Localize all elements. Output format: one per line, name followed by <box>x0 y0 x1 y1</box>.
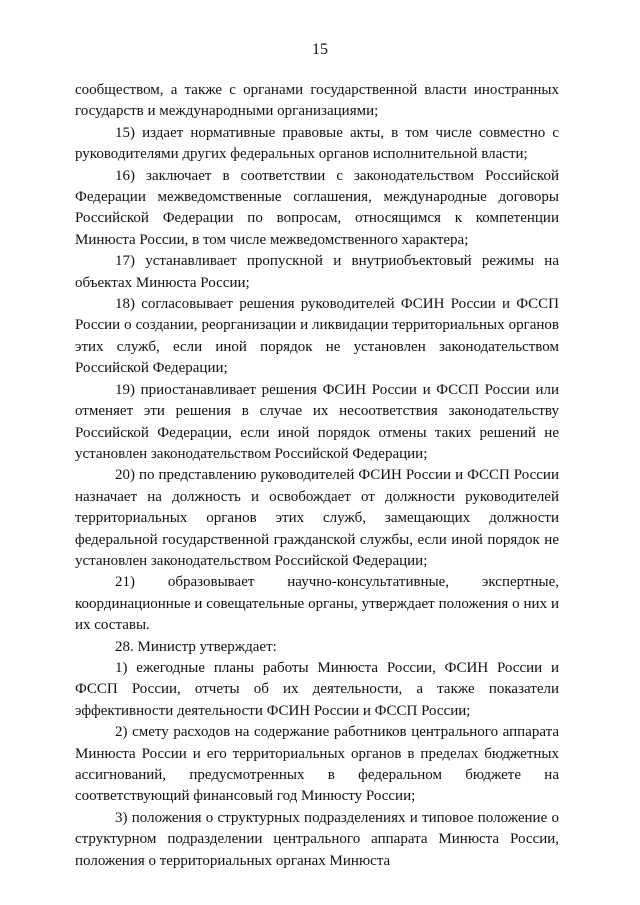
paragraph-item-15: 15) издает нормативные правовые акты, в том числе совместно с руководителями других федеральных органов исполнительной власти; <box>75 124 559 163</box>
paragraph-subitem-1: 1) ежегодные планы работы Минюста России, ФСИН России и ФССП России, отчеты об их деятельности, а также показатели эффективности деятельности ФСИН России и ФССП России; <box>75 659 559 719</box>
document-body <box>75 80 559 872</box>
paragraph-subitem-3: 3) положения о структурных подразделениях и типовое положение о структурном подразделении центрального аппарата Минюста России, положения о территориальных органах Минюста <box>75 809 559 869</box>
paragraph-item-16: 16) заключает в соответствии с законодательством Российской Федерации межведомственные соглашения, международные договоры Российской Федерации по вопросам, относящимся к компетенции Минюста России, в том числе межведомственного характера; <box>75 167 559 248</box>
paragraph-item-20: 20) по представлению руководителей ФСИН России и ФССП России назначает на должность и освобождает от должности руководителей территориальных органов этих служб, замещающих должности федеральной государственной гражданской службы, если иной порядок не установлен законодательством Российской Федерации; <box>75 467 559 569</box>
paragraph-item-21: 21) образовывает научно-консультативные, экспертные, координационные и совещательные органы, утверждает положения о них и их составы. <box>75 574 559 634</box>
paragraph-continuation: сообществом, а также с органами государственной власти иностранных государств и международными организациями; <box>75 82 559 120</box>
section-heading-28: 28. Министр утверждает: <box>115 638 277 655</box>
paragraph-subitem-2: 2) смету расходов на содержание работников центрального аппарата Минюста России и его территориальных органов в пределах бюджетных ассигнований, предусмотренных в федеральном бюджете на соответствующий финансовый год Минюсту России; <box>75 724 559 805</box>
paragraph-item-18: 18) согласовывает решения руководителей ФСИН России и ФССП России о создании, реорганизации и ликвидации территориальных органов этих служб, если иной порядок не установлен законодательством Российской Федерации; <box>75 296 559 377</box>
page-number: 15 <box>312 41 328 58</box>
paragraph-item-17: 17) устанавливает пропускной и внутриобъектовый режимы на объектах Минюста России; <box>75 253 559 291</box>
paragraph-item-19: 19) приостанавливает решения ФСИН России и ФССП России или отменяет эти решения в случае их несоответствия законодательству Российской Федерации, если иной порядок отмены таких решений не установлен законодательством Российской Федерации; <box>75 381 559 462</box>
